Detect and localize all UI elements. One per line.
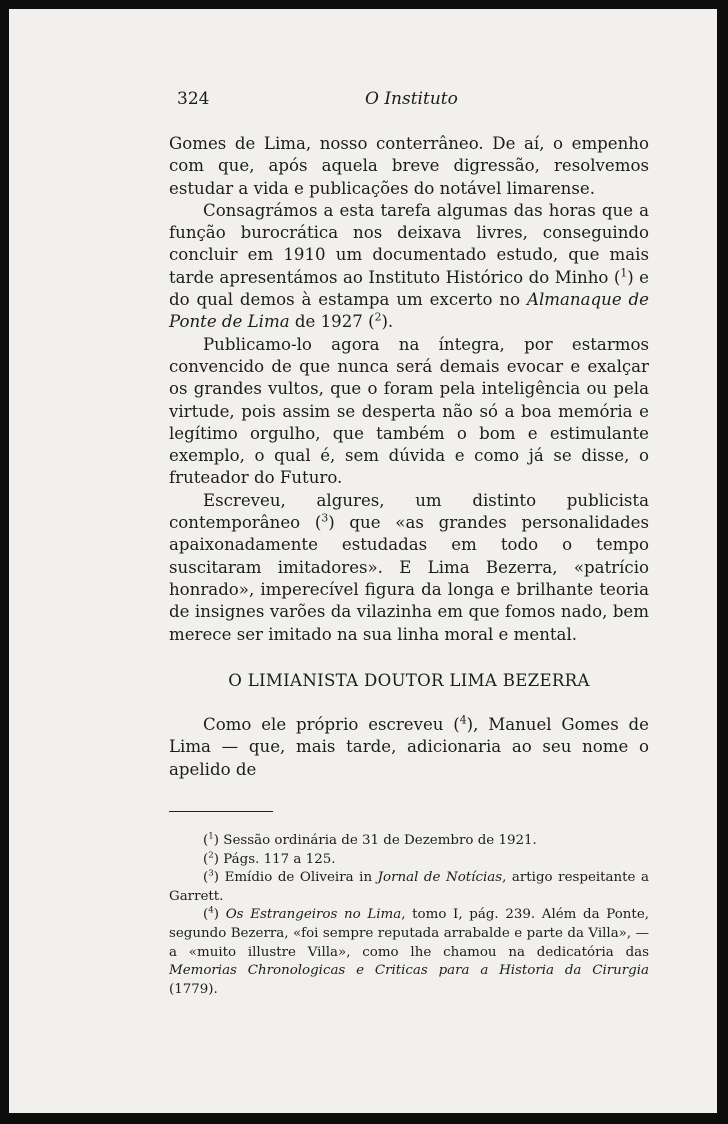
paragraph-1: Gomes de Lima, nosso conterrâneo. De aí, o empenho com que, após aquela breve digressão, resolvemos estudar a vida e publicações do notável limarense. xyxy=(169,134,649,198)
footnote-4: ($^4$) Os Estrangeiros no Lima, tomo I, pág. 239. Além da Ponte, segundo Bezerra, «foi sempre reputada arrabalde e parte da Villa», — a «muito illustre Villa», como lhe chamou na dedicatória das Memorias Chronologicas e Criticas para a Historia da Cirurgia (1779). xyxy=(169,905,649,997)
footnote-ref-3: 3 xyxy=(321,511,329,525)
footnote-4-text-a: , tomo I, pág. 239. Além da Ponte, segundo Bezerra, «foi sempre reputada arrabalde e parte da Villa», — a «muito illustre Villa», como lhe chamou na dedicatória das xyxy=(169,907,649,960)
footnote-ref-1: 1 xyxy=(620,266,628,280)
section-paragraph xyxy=(169,714,649,781)
section-heading: O LIMIANISTA DOUTOR LIMA BEZERRA xyxy=(228,670,590,690)
footnote-4-mark: 4 xyxy=(208,905,214,916)
memorias-title: Memorias Chronologicas e Criticas para a Historia da Cirurgia xyxy=(169,963,649,979)
paragraph-4-text-b: ) que «as grandes personalidades apaixonadamente estudadas em todo o tempo suscitaram imitadores». E Lima Bezerra, «patrício honrado», imperecível figura da longa e brilhante teoria de insignes varões da vilazinha em que fomos nado, bem merece ser imitado na sua linha moral e mental. xyxy=(169,513,649,644)
paragraph-4-text-a: Escreveu, algures, um distinto publicista contemporâneo ( xyxy=(169,490,649,533)
section-paragraph-text-b: ), Manuel Gomes de Lima — que, mais tarde, adicionaria ao seu nome o apelido de xyxy=(169,715,649,779)
footnote-ref-4: 4 xyxy=(459,713,467,727)
section-paragraph-text-a: Como ele próprio escreveu ( xyxy=(203,715,460,735)
main-text xyxy=(169,133,649,999)
paragraph-2-text-b: ) e do qual demos à estampa um excerto no xyxy=(169,267,649,310)
page-number: 324 xyxy=(177,89,210,109)
footnote-3-text-a: Emídio de Oliveira in xyxy=(224,870,378,886)
footnote-1: ($^1$) Sessão ordinária de 31 de Dezembro de 1921. xyxy=(203,831,537,849)
footnote-ref-2: 2 xyxy=(374,310,382,324)
footnote-2: ($^2$) Págs. 117 a 125. xyxy=(203,850,336,867)
book-page xyxy=(9,9,717,1113)
paragraph-4 xyxy=(169,490,649,646)
footnotes xyxy=(169,832,649,999)
paragraph-3: Publicamo-lo agora na íntegra, por estarmos convencido de que nunca será demais evocar e exalçar os grandes vultos, que o foram pela inteligência ou pela virtude, pois assim se desperta não só a boa memória e legítimo orgulho, que também o bom e estimulante exemplo, o qual é, sem dúvida e como já se disse, o fruteador do Futuro. xyxy=(169,334,649,488)
footnote-3-text-b: , artigo respeitante a Garrett. xyxy=(169,870,649,904)
paragraph-2-text-c: de 1927 ( xyxy=(289,312,375,332)
footnote-4-text-b: (1779). xyxy=(169,981,218,997)
jornal-title: Jornal de Notícias xyxy=(377,870,503,886)
footnote-3: ($^3$) Emídio de Oliveira in Jornal de Notícias, artigo respeitante a Garrett. xyxy=(169,868,649,904)
footnote-2-text: Págs. 117 a 125. xyxy=(223,851,336,867)
estrangeiros-title: Os Estrangeiros no Lima xyxy=(225,907,402,923)
footnote-1-mark: 1 xyxy=(208,831,214,842)
footnote-2-mark: 2 xyxy=(208,850,214,861)
footnote-1-text: Sessão ordinária de 31 de Dezembro de 1921. xyxy=(223,833,537,849)
footnote-3-mark: 3 xyxy=(208,868,214,879)
paragraph-2 xyxy=(169,200,649,334)
running-title: O Instituto xyxy=(365,89,458,109)
footnote-divider xyxy=(169,811,273,812)
paragraph-2-text-a: Consagrámos a esta tarefa algumas das horas que a função burocrática nos deixava livres, conseguindo concluir em 1910 um documentado estudo, que mais tarde apresentámos ao Instituto Histórico do Minho ( xyxy=(169,200,649,287)
almanaque-title: Almanaque de Ponte de Lima xyxy=(169,290,649,332)
paragraph-2-text-d: ). xyxy=(381,312,394,332)
